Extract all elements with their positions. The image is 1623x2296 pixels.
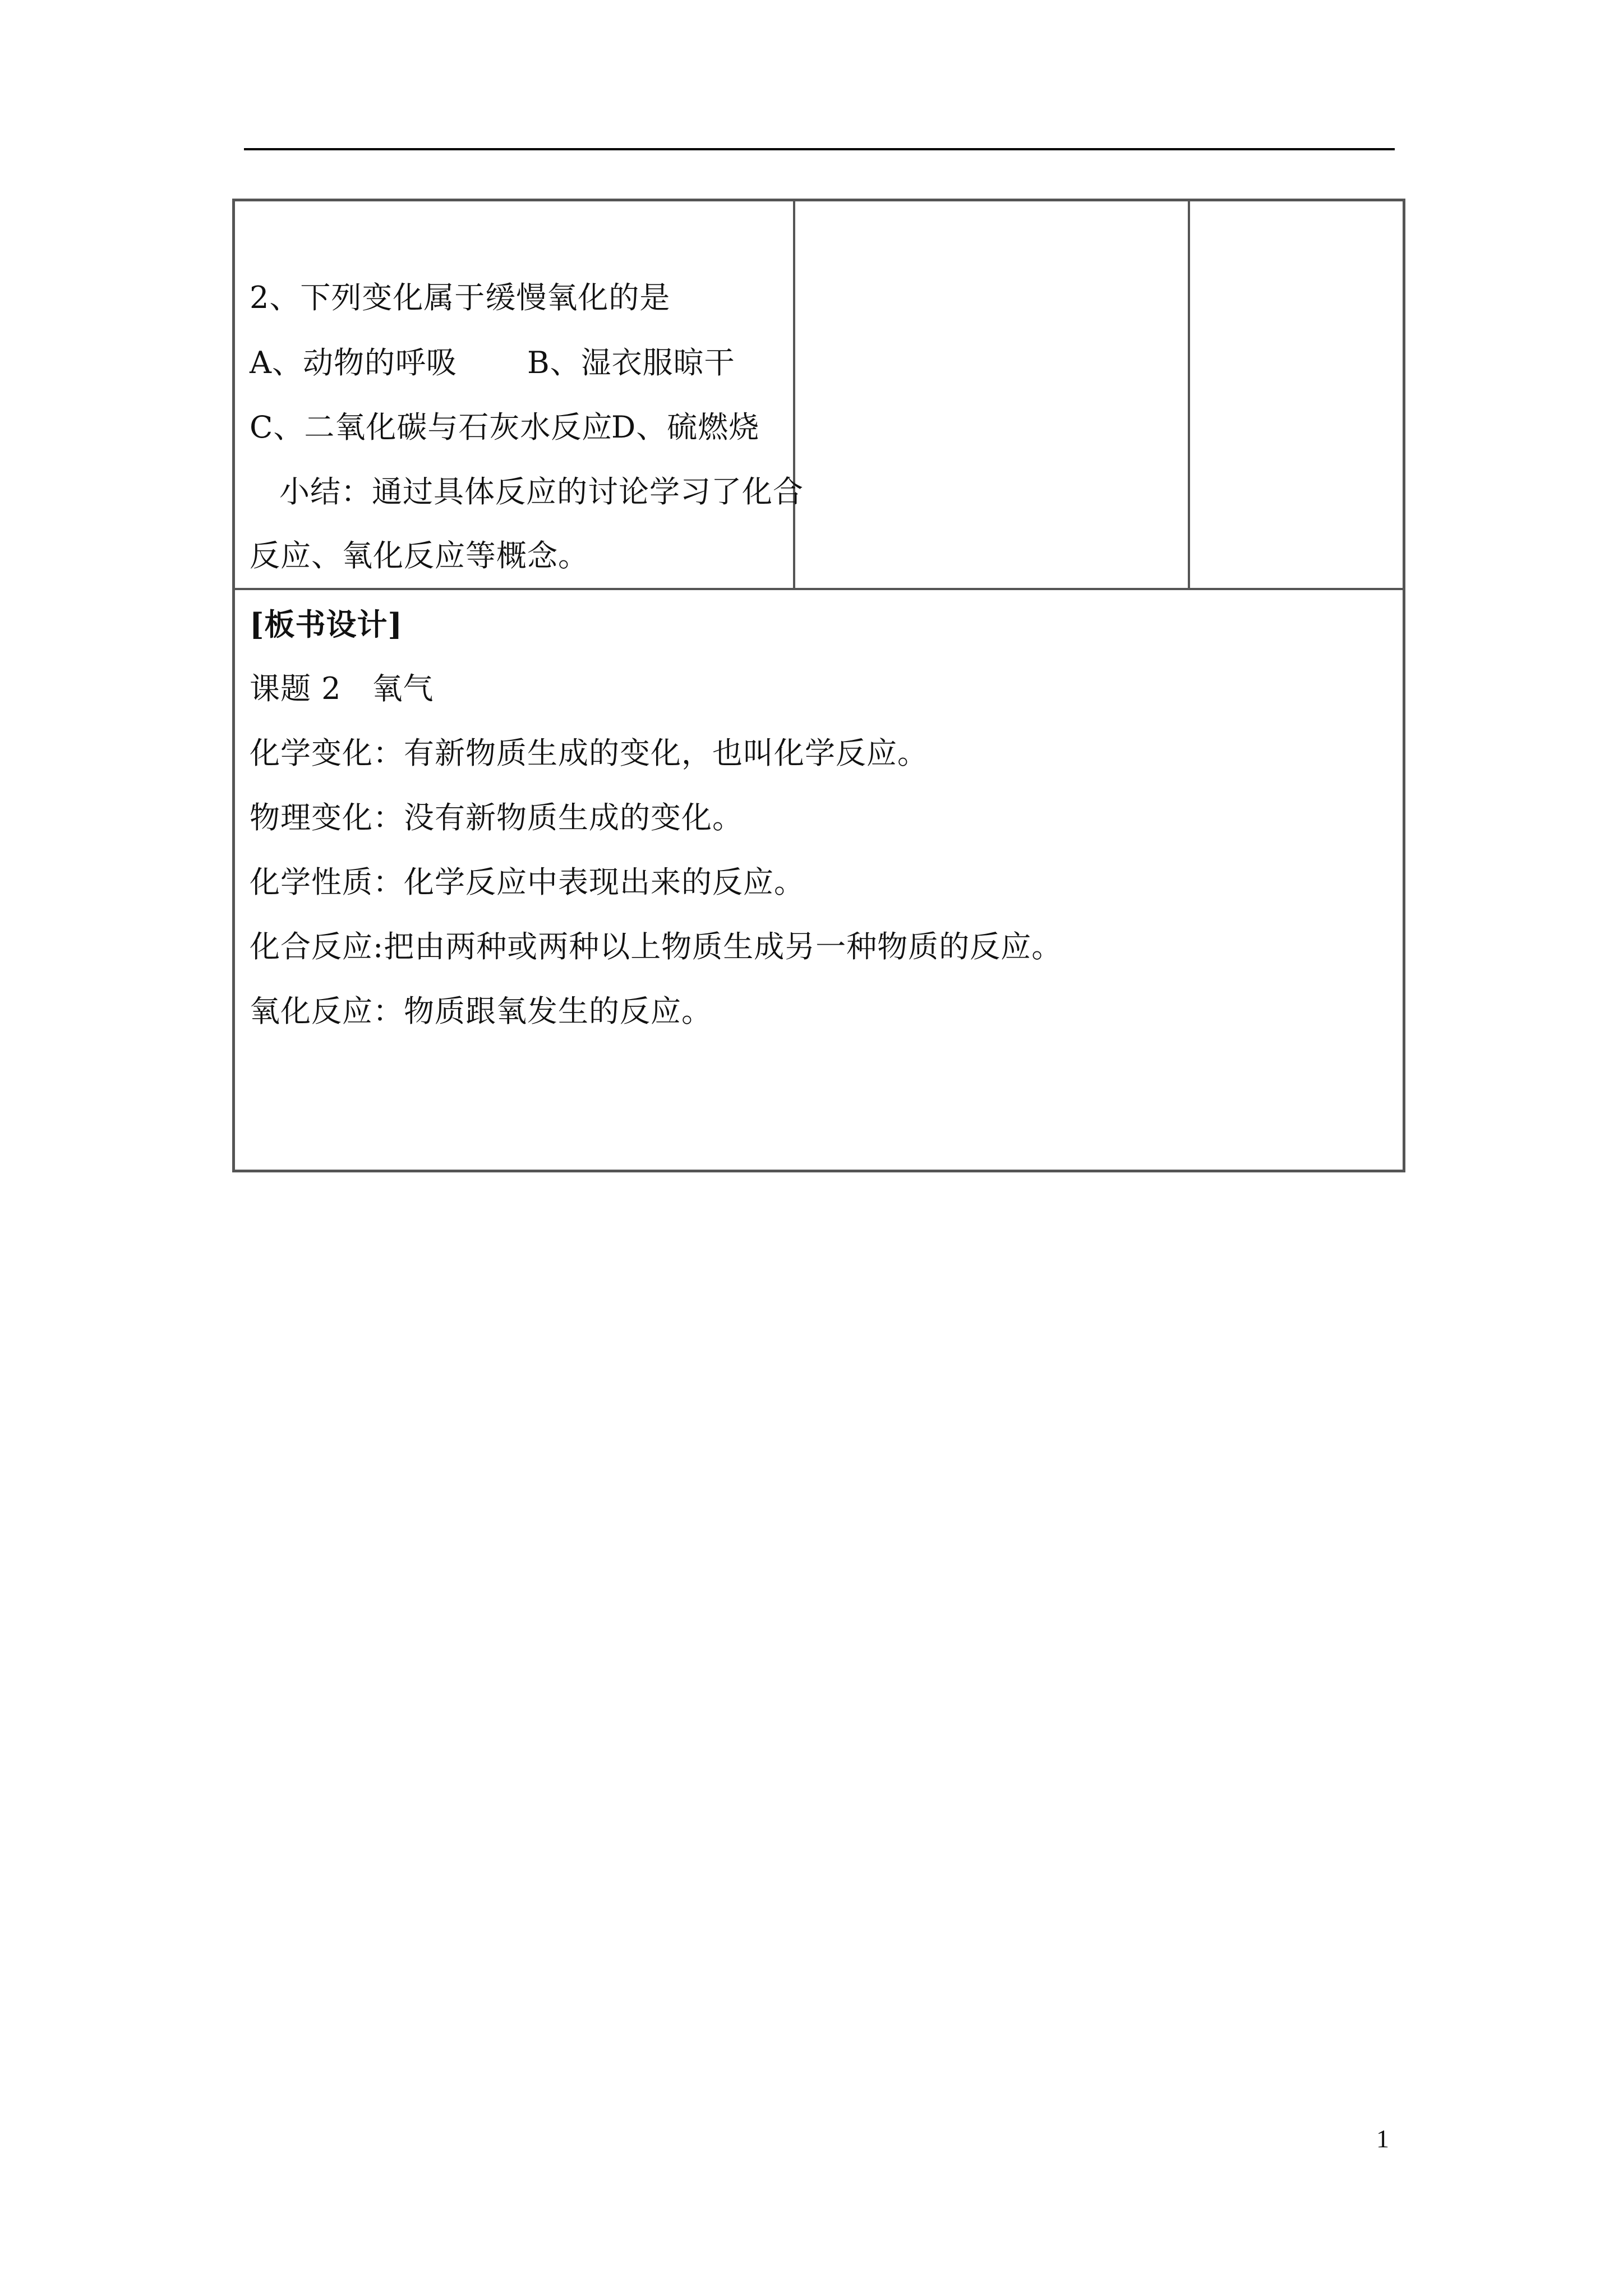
definition-chemical-change: 化学变化：有新物质生成的变化，也叫化学反应。 xyxy=(250,735,928,771)
option-a: A、动物的呼吸 xyxy=(250,345,457,380)
table-column-divider-2 xyxy=(1188,199,1190,590)
question-stem: 2、下列变化属于缓慢氧化的是 xyxy=(250,280,671,315)
option-b: B、湿衣服晾干 xyxy=(527,345,735,380)
definition-combination-reaction: 化合反应:把由两种或两种以上物质生成另一种物质的反应。 xyxy=(250,929,1063,964)
definition-oxidation-reaction: 氧化反应：物质跟氧发生的反应。 xyxy=(250,993,712,1029)
table-row-divider xyxy=(232,588,1405,590)
option-d: D、硫燃烧 xyxy=(611,409,760,445)
definition-physical-change: 物理变化：没有新物质生成的变化。 xyxy=(250,800,743,835)
page-number: 1 xyxy=(1376,2124,1389,2153)
board-design-heading: [板书设计] xyxy=(250,606,403,642)
option-c: C、二氧化碳与石灰水反应 xyxy=(250,409,613,445)
summary-line-1: 小结：通过具体反应的讨论学习了化合 xyxy=(279,474,804,509)
definition-chemical-property: 化学性质：化学反应中表现出来的反应。 xyxy=(250,864,805,900)
summary-line-2: 反应、氧化反应等概念。 xyxy=(250,538,589,573)
table-column-divider-1 xyxy=(793,199,795,590)
header-rule xyxy=(244,148,1395,150)
board-design-topic: 课题 2 氧气 xyxy=(250,671,434,706)
